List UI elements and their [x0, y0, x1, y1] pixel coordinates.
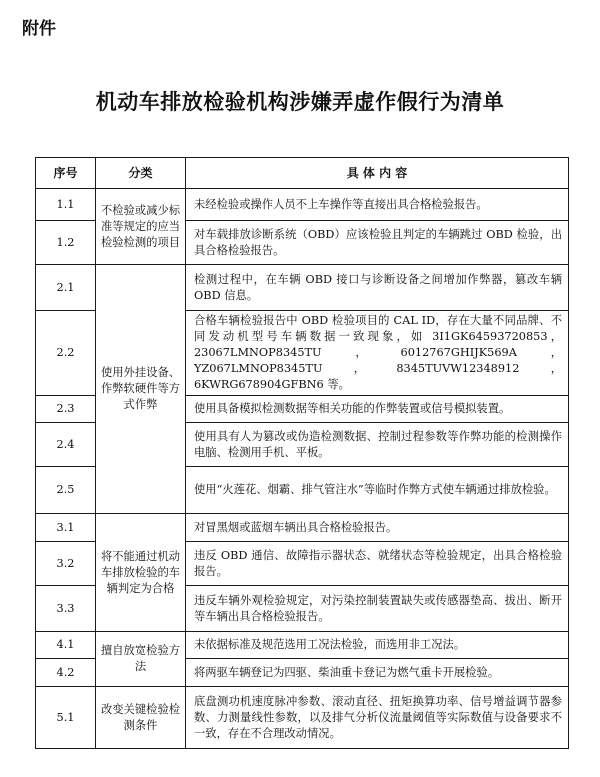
row-seq: 1.2: [36, 221, 96, 265]
table-row: [36, 514, 569, 542]
category-cell: 将不能通过机动车排放检验的车辆判定为合格: [96, 514, 186, 632]
category-cell: 擅自放宽检验方法: [96, 632, 186, 687]
row-content: 合格车辆检验报告中 OBD 检验项目的 CAL ID，存在大量不同品牌、不同发动机型号车辆数据一致现象，如 3I1GK64593720853，23067LMNOP8345TU，6012767GHIJK569A，YZ067LMNOP8345TU，8345TUVW12348912，6KWRG678904GFBN6 等。: [186, 311, 569, 396]
row-content: 检测过程中，在车辆 OBD 接口与诊断设备之间增加作弊器，篡改车辆 OBD 信息。: [186, 265, 569, 311]
row-seq: 2.3: [36, 396, 96, 423]
row-content: 使用“火莲花、烟霸、排气管注水”等临时作弊方式使车辆通过排放检验。: [186, 467, 569, 514]
row-seq: 2.4: [36, 423, 96, 467]
row-seq: 5.1: [36, 687, 96, 749]
header-category: 分类: [96, 158, 186, 189]
page-title: 机动车排放检验机构涉嫌弄虚作假行为清单: [95, 90, 505, 114]
row-content: 使用具有人为篡改或伪造检测数据、控制过程参数等作弊功能的检测操作电脑、检测用手机、平板。: [186, 423, 569, 467]
row-seq: 3.1: [36, 514, 96, 542]
row-seq: 2.2: [36, 311, 96, 396]
row-content: 未经检验或操作人员不上车操作等直接出具合格检验报告。: [186, 189, 569, 221]
row-content: 底盘测功机速度脉冲参数、滚动直径、扭矩换算功率、信号增益调节器参数、力测量线性参数，以及排气分析仪流量阈值等实际数值与设备要求不一致，存在不合理改动情况。: [186, 687, 569, 749]
category-cell: 改变关键检验检测条件: [96, 687, 186, 749]
row-seq: 3.2: [36, 542, 96, 586]
row-content: 将两驱车辆登记为四驱、柴油重卡登记为燃气重卡开展检验。: [186, 659, 569, 687]
table-row: [36, 189, 569, 221]
row-seq: 3.3: [36, 586, 96, 632]
table-row: [36, 632, 569, 659]
row-content: 未依据标准及规范选用工况法检验，而选用非工况法。: [186, 632, 569, 659]
header-content: 具 体 内 容: [186, 158, 569, 189]
row-content: 对车载排放诊断系统（OBD）应该检验且判定的车辆跳过 OBD 检验，出具合格检验报告。: [186, 221, 569, 265]
category-cell: 使用外挂设备、作弊软硬件等方式作弊: [96, 265, 186, 514]
row-content: 使用具备模拟检测数据等相关功能的作弊装置或信号模拟装置。: [186, 396, 569, 423]
row-seq: 2.5: [36, 467, 96, 514]
table-row: [36, 265, 569, 311]
header-seq: 序号: [36, 158, 96, 189]
row-content: 违反 OBD 通信、故障指示器状态、就绪状态等检验规定，出具合格检验报告。: [186, 542, 569, 586]
row-content: 对冒黑烟或蓝烟车辆出具合格检验报告。: [186, 514, 569, 542]
row-content: 违反车辆外观检验规定，对污染控制装置缺失或传感器垫高、拔出、断开等车辆出具合格检验报告。: [186, 586, 569, 632]
table-row: [36, 687, 569, 749]
row-seq: 4.1: [36, 632, 96, 659]
row-seq: 2.1: [36, 265, 96, 311]
row-seq: 4.2: [36, 659, 96, 687]
attachment-label: 附件: [22, 19, 56, 39]
category-cell: 不检验或减少标准等规定的应当检验检测的项目: [96, 189, 186, 265]
table-header-row: [36, 158, 569, 189]
behavior-list-table: [35, 157, 569, 749]
row-seq: 1.1: [36, 189, 96, 221]
